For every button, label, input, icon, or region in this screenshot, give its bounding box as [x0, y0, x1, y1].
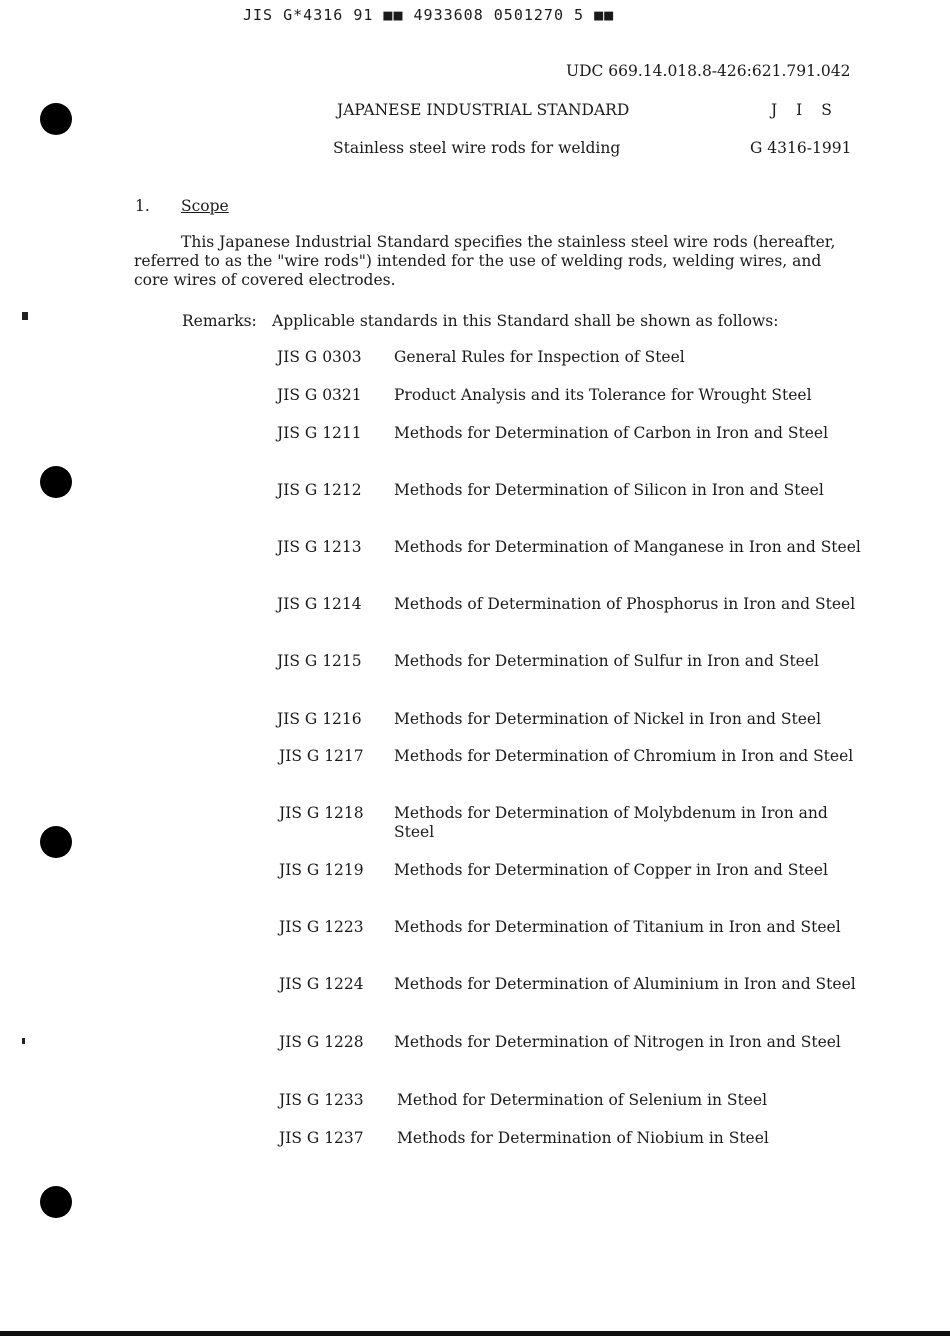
reference-title: Methods for Determination of Carbon in Iron and Steel — [394, 424, 829, 442]
reference-code: JIS G 1228 — [279, 1033, 364, 1051]
reference-code: JIS G 1213 — [277, 538, 362, 556]
reference-code: JIS G 1217 — [279, 747, 364, 765]
reference-code: JIS G 1211 — [277, 424, 362, 442]
reference-code: JIS G 1224 — [279, 975, 364, 993]
standard-number: G 4316-1991 — [750, 139, 852, 157]
reference-title: Method for Determination of Selenium in Steel — [397, 1091, 768, 1109]
remarks-label: Remarks: — [182, 312, 257, 330]
reference-title: Methods of Determination of Phosphorus in Iron and Steel — [394, 595, 856, 613]
scan-speck — [22, 1038, 25, 1044]
reference-title: General Rules for Inspection of Steel — [394, 348, 685, 366]
reference-code: JIS G 1216 — [277, 710, 362, 728]
reference-title: Methods for Determination of Niobium in Steel — [397, 1129, 769, 1147]
document-title: Stainless steel wire rods for welding — [333, 139, 621, 157]
standard-name: JAPANESE INDUSTRIAL STANDARD — [337, 101, 630, 119]
reference-code: JIS G 0321 — [277, 386, 362, 404]
reference-code: JIS G 1212 — [277, 481, 362, 499]
reference-title: Methods for Determination of Manganese in Iron and Steel — [394, 538, 861, 556]
binder-hole — [40, 1186, 72, 1218]
jis-mark: J I S — [771, 101, 839, 119]
binder-hole — [40, 466, 72, 498]
reference-code: JIS G 1218 — [279, 804, 364, 822]
remarks-text: Applicable standards in this Standard shall be shown as follows: — [272, 312, 779, 330]
reference-title: Methods for Determination of Molybdenum in Iron and Steel — [394, 804, 828, 841]
reference-code: JIS G 1219 — [279, 861, 364, 879]
section-title: Scope — [181, 197, 229, 215]
reference-title: Methods for Determination of Nickel in Iron and Steel — [394, 710, 822, 728]
reference-title: Product Analysis and its Tolerance for Wrought Steel — [394, 386, 812, 404]
reference-title: Methods for Determination of Aluminium in Iron and Steel — [394, 975, 856, 993]
reference-title: Methods for Determination of Chromium in Iron and Steel — [394, 747, 854, 765]
reference-title: Methods for Determination of Nitrogen in Iron and Steel — [394, 1033, 841, 1051]
reference-code: JIS G 1237 — [279, 1129, 364, 1147]
binder-hole — [40, 103, 72, 135]
reference-title: Methods for Determination of Silicon in Iron and Steel — [394, 481, 824, 499]
barcode-line: JIS G*4316 91 ■■ 4933608 0501270 5 ■■ — [243, 6, 615, 24]
section-number: 1. — [135, 197, 150, 215]
reference-code: JIS G 1223 — [279, 918, 364, 936]
udc-number: UDC 669.14.018.8-426:621.791.042 — [566, 62, 851, 80]
scan-speck — [22, 312, 28, 320]
reference-title: Methods for Determination of Sulfur in Iron and Steel — [394, 652, 819, 670]
reference-title: Methods for Determination of Titanium in Iron and Steel — [394, 918, 841, 936]
page-edge-line — [0, 1331, 950, 1336]
reference-code: JIS G 1215 — [277, 652, 362, 670]
binder-hole — [40, 826, 72, 858]
reference-code: JIS G 1233 — [279, 1091, 364, 1109]
reference-code: JIS G 1214 — [277, 595, 362, 613]
reference-title: Methods for Determination of Copper in Iron and Steel — [394, 861, 828, 879]
reference-code: JIS G 0303 — [277, 348, 362, 366]
scope-paragraph: This Japanese Industrial Standard specifies the stainless steel wire rods (hereafter, referred to as the "wire rods") intended for the use of welding rods, welding wires, and core wires of covered electrodes. — [134, 233, 836, 289]
